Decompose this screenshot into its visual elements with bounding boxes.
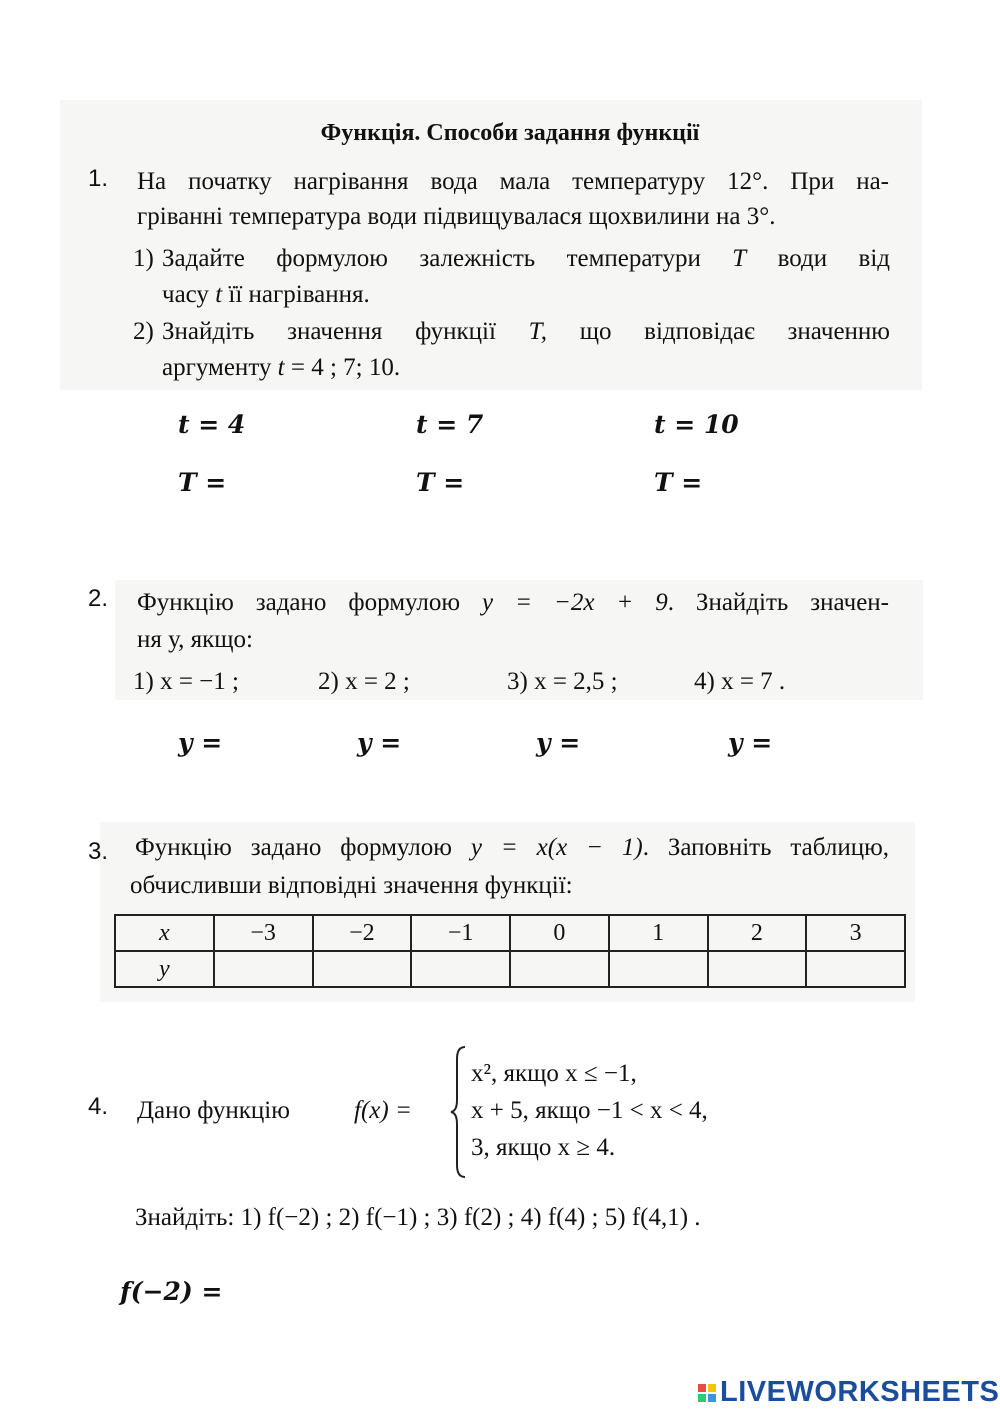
task4-piece-3: 3, якщо x ≥ 4.	[471, 1134, 616, 1161]
task1-q2-var-T: T,	[528, 318, 547, 345]
task4-answer-f-minus-2[interactable]: f(−2) =	[120, 1277, 223, 1306]
task3-number: 3.	[88, 838, 109, 865]
task1-text-line2: гріванні температура води підвищувалася щохвилини на 3°.	[137, 203, 776, 230]
task3-line2: обчисливши відповідні значення функції:	[130, 872, 573, 899]
piecewise-brace	[449, 1045, 469, 1179]
logo-grid-icon	[698, 1384, 716, 1402]
task1-q1-line1	[162, 245, 890, 273]
table-cell-y-input[interactable]	[806, 951, 905, 987]
table-row-x	[115, 915, 905, 951]
task1-q2-line1-b: що відповідає значенню	[579, 318, 890, 345]
task1-q2-var-t: t	[277, 354, 285, 381]
logo-square	[698, 1384, 706, 1392]
task1-q1-var-t: t	[215, 281, 223, 308]
task1-answer-t-2: t = 7	[416, 410, 484, 439]
task2-answer-4[interactable]: y =	[728, 728, 773, 757]
task1-answer-T-2[interactable]: T =	[416, 468, 465, 497]
liveworksheets-logo	[698, 1376, 999, 1409]
task3-line1-b: . Заповніть таблицю,	[642, 834, 890, 861]
task2-case-4: 4) x = 7 .	[694, 668, 786, 695]
task3-line1-a: Функцію задано формулою	[135, 834, 452, 861]
task1-q1-line2-b: її нагрівання.	[228, 281, 370, 308]
logo-text: LIVEWORKSHEETS	[720, 1376, 1000, 1408]
task2-formula: y = −2x + 9	[482, 589, 668, 616]
task4-fx: f(x) =	[354, 1097, 412, 1124]
page-title: Функція. Способи задання функції	[320, 120, 700, 146]
task2-line1-b: . Знайдіть значен-	[667, 589, 889, 616]
task1-q2-marker: 2)	[133, 318, 154, 345]
task2-answer-1[interactable]: y =	[178, 728, 223, 757]
task2-number: 2.	[88, 585, 109, 612]
table-cell-x: 0	[510, 915, 609, 951]
task4-find: Знайдіть: 1) f(−2) ; 2) f(−1) ; 3) f(2) ; 4) f(4) ; 5) f(4,1) .	[135, 1204, 701, 1231]
task1-q2-line2-b: = 4 ; 7; 10.	[290, 354, 401, 381]
task2-line2: ня у, якщо:	[137, 626, 253, 653]
task4-number: 4.	[88, 1093, 109, 1120]
table-cell-x: 2	[708, 915, 807, 951]
task4-piece-2: x + 5, якщо −1 < x < 4,	[471, 1097, 708, 1124]
task1-q2-line1-a: Знайдіть значення функції	[162, 318, 496, 345]
table-header-x: x	[115, 915, 214, 951]
table-cell-y-input[interactable]	[214, 951, 313, 987]
task2-answer-2[interactable]: y =	[357, 728, 402, 757]
table-cell-y-input[interactable]	[313, 951, 412, 987]
table-cell-y-input[interactable]	[708, 951, 807, 987]
table-cell-y-input[interactable]	[411, 951, 510, 987]
values-table	[114, 914, 906, 988]
logo-square	[708, 1394, 716, 1402]
task1-q2-line1	[162, 318, 890, 346]
logo-square	[708, 1384, 716, 1392]
logo-square	[698, 1394, 706, 1402]
task2-case-2: 2) x = 2 ;	[318, 668, 410, 695]
task1-q1-line2-a: часу	[162, 281, 209, 308]
task1-q1-var-T: T	[732, 245, 747, 272]
task1-number: 1.	[88, 165, 109, 192]
task3-formula: y = x(x − 1)	[470, 834, 643, 861]
task2-case-3: 3) x = 2,5 ;	[507, 668, 618, 695]
task3-line1	[135, 834, 889, 862]
task1-q2-line2	[162, 354, 400, 382]
task1-text-line1: На початку нагрівання вода мала температуру 12°. При на-	[137, 168, 889, 195]
table-cell-x: −3	[214, 915, 313, 951]
task2-line1-a: Функцію задано формулою	[137, 589, 461, 616]
task1-q1-marker: 1)	[133, 245, 154, 272]
task1-q1-line1-b: води від	[777, 245, 891, 272]
task4-intro: Дано функцію	[137, 1097, 290, 1124]
task1-answer-t-1: t = 4	[178, 410, 246, 439]
table-cell-x: −1	[411, 915, 510, 951]
task4-piece-1: x², якщо x ≤ −1,	[471, 1060, 637, 1087]
task1-q1-line1-a: Задайте формулою залежність температури	[162, 245, 701, 272]
task1-q1-line2	[162, 281, 370, 309]
table-cell-y-input[interactable]	[609, 951, 708, 987]
task1-q2-line2-a: аргументу	[162, 354, 272, 381]
task1-answer-T-3[interactable]: T =	[654, 468, 703, 497]
table-cell-x: 3	[806, 915, 905, 951]
table-header-y: y	[115, 951, 214, 987]
task1-answer-t-3: t = 10	[654, 410, 739, 439]
task2-answer-3[interactable]: y =	[536, 728, 581, 757]
task2-case-1: 1) x = −1 ;	[133, 668, 239, 695]
table-cell-x: 1	[609, 915, 708, 951]
table-cell-y-input[interactable]	[510, 951, 609, 987]
task2-line1	[137, 589, 889, 617]
task1-answer-T-1[interactable]: T =	[178, 468, 227, 497]
table-cell-x: −2	[313, 915, 412, 951]
table-row-y	[115, 951, 905, 987]
